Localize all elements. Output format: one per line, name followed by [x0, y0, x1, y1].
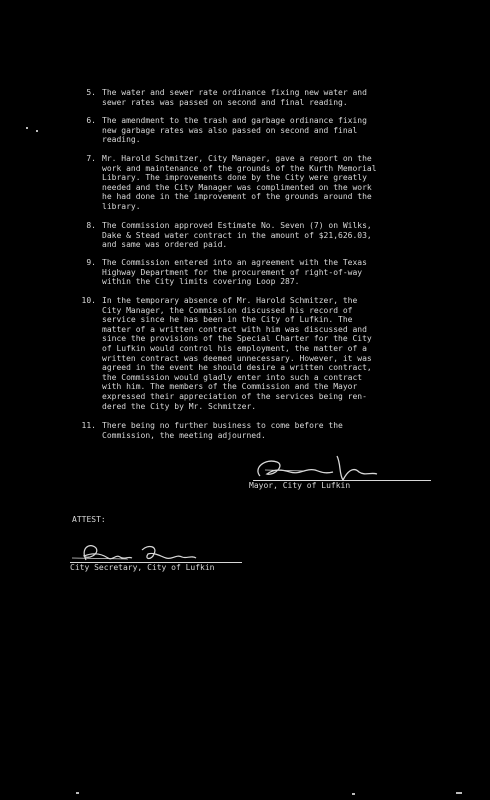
scan-speck: [36, 130, 38, 132]
scan-speck: [352, 793, 355, 795]
item-text: The Commission entered into an agreement with the Texas Highway Department for the procurement of right-of-way within the City limits covering Loop 287.: [102, 258, 367, 287]
item-number: 7.: [86, 154, 96, 163]
secretary-signature-block: [68, 538, 258, 578]
item-text: The Commission approved Estimate No. Seven (7) on Wilks, Dake & Stead water contract in the amount of $21,626.03, and same was ordered paid.: [102, 221, 372, 250]
item-number: 8.: [86, 221, 96, 230]
mayor-signature-block: [245, 450, 445, 495]
item-text: There being no further business to come before the Commission, the meeting adjourned.: [102, 421, 343, 440]
mayor-signature: [245, 450, 435, 484]
item-number: 10.: [81, 296, 96, 305]
attest-label: ATTEST:: [72, 515, 106, 524]
mayor-label: Mayor, City of Lufkin: [249, 481, 351, 490]
item-number: 5.: [86, 88, 96, 97]
scan-speck: [26, 127, 28, 129]
item-text: Mr. Harold Schmitzer, City Manager, gave a report on the work and maintenance of the grounds of the Kurth Memorial Library. The improvements done by the City were greatly needed and the City Manager was complimented on the work he had done in the improvement of the grounds around the library.: [102, 154, 377, 211]
item-text: The water and sewer rate ordinance fixing new water and sewer rates was passed on second and final reading.: [102, 88, 367, 107]
item-number: 11.: [81, 421, 96, 430]
item-text: The amendment to the trash and garbage ordinance fixing new garbage rates was also passed on second and final reading.: [102, 116, 367, 145]
item-text: In the temporary absence of Mr. Harold Schmitzer, the City Manager, the Commission discussed his record of service since he has been in the City of Lufkin. The matter of a written contract with him was discussed and since the provisions of the Special Charter for the City of Lufkin would control his employment, the matter of a written contract was deemed unnecessary. However, it was agreed in the event he should desire a written contract, the Commission would gladly enter into such a contract with him. The members of the Commission and the Mayor expressed their appreciation of the services being ren- dered the City by Mr. Schmitzer.: [102, 296, 372, 411]
item-number: 9.: [86, 258, 96, 267]
secretary-label: City Secretary, City of Lufkin: [70, 563, 215, 572]
scan-speck: [76, 792, 79, 794]
scan-speck: [456, 792, 462, 794]
item-number: 6.: [86, 116, 96, 125]
